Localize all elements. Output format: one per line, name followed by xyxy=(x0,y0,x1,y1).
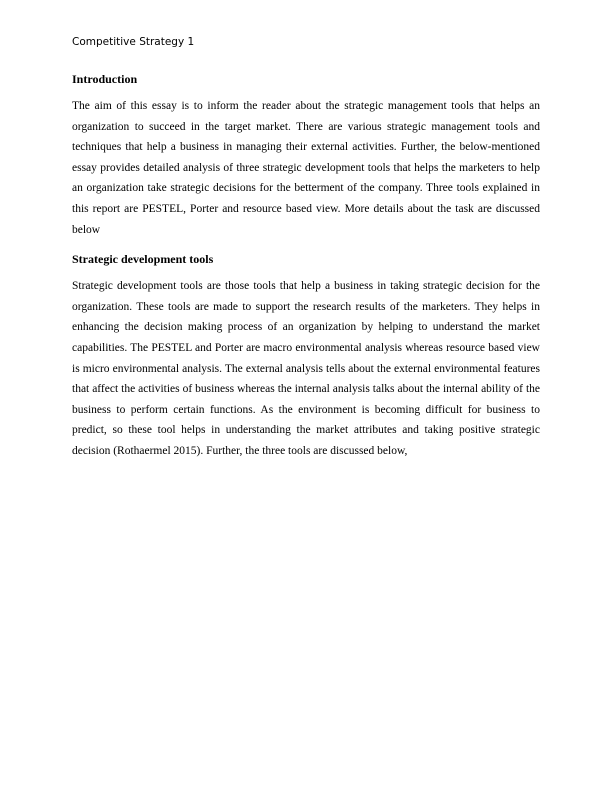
section-heading: Introduction xyxy=(72,72,138,86)
section-introduction xyxy=(72,68,540,240)
section-paragraph: The aim of this essay is to inform the reader about the strategic management tools that helps an organization to succeed in the target market. There are various strategic management tools and techniques that help a business in managing their external activities. Further, the below-mentioned essay provides detailed analysis of three strategic development tools that helps the marketers to help an organization take strategic decisions for the betterment of the company. Three tools explained in this report are PESTEL, Porter and resource based view. More details about the task are discussed below xyxy=(72,100,540,236)
section-strategic-development-tools xyxy=(72,248,540,461)
section-heading: Strategic development tools xyxy=(72,252,214,267)
running-header: Competitive Strategy 1 xyxy=(72,36,195,48)
document-body xyxy=(72,68,540,470)
section-paragraph: Strategic development tools are those tools that help a business in taking strategic decision for the organization. These tools are made to support the research results of the marketers. They helps in enhancing the decision making process of an organization by helping to understand the market capabilities. The PESTEL and Porter are macro environmental analysis whereas resource based view is micro environmental analysis. The external analysis tells about the external environmental features that affect the activities of business whereas the internal analysis talks about the internal ability of the business to perform certain functions. As the environment is becoming difficult for business to predict, so these tool helps in understanding the market attributes and taking positive strategic decision (Rothaermel 2015). Further, the three tools are discussed below, xyxy=(72,280,540,457)
